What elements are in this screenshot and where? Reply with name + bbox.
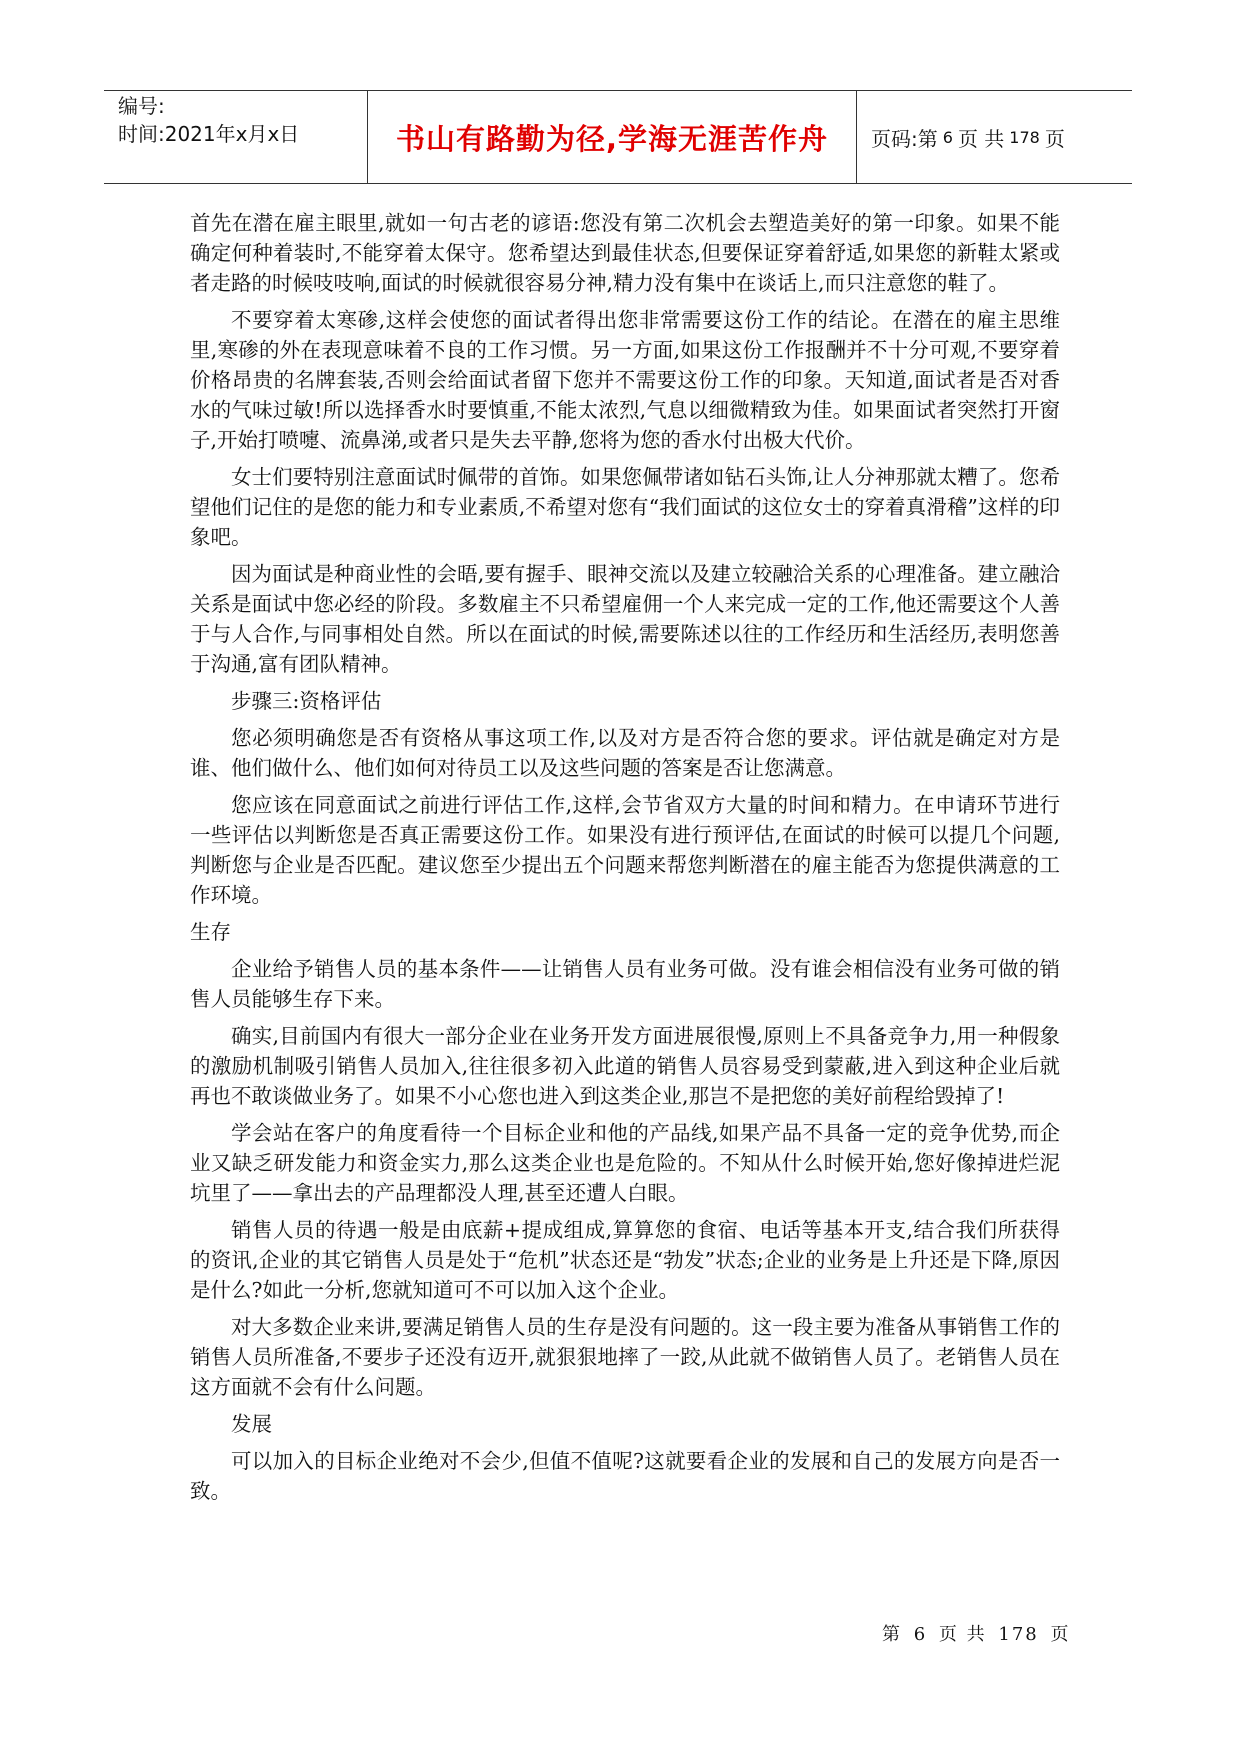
header-page-number: 6 bbox=[942, 127, 953, 147]
header-motto: 书山有路勤为径,学海无涯苦作舟 bbox=[368, 91, 857, 183]
section-heading: 生存 bbox=[190, 920, 231, 944]
page-footer bbox=[880, 1620, 1072, 1646]
paragraph: 对大多数企业来讲,要满足销售人员的生存是没有问题的。这一段主要为准备从事销售工作的销售人员所准备,不要步子还没有迈开,就狠狠地摔了一跤,从此就不做销售人员了。老销售人员在这方面就不会有什么问题。 bbox=[190, 1315, 1060, 1399]
paragraph: 因为面试是种商业性的会晤,要有握手、眼神交流以及建立较融洽关系的心理准备。建立融洽关系是面试中您必经的阶段。多数雇主不只希望雇佣一个人来完成一定的工作,他还需要这个人善于与人合作,与同事相处自然。所以在面试的时候,需要陈述以往的工作经历和生活经历,表明您善于沟通,富有团队精神。 bbox=[190, 562, 1060, 676]
page-header bbox=[104, 90, 1132, 184]
paragraph: 企业给予销售人员的基本条件——让销售人员有业务可做。没有谁会相信没有业务可做的销售人员能够生存下来。 bbox=[190, 957, 1060, 1011]
footer-page-total: 178 bbox=[998, 1624, 1039, 1645]
document-time-label: 时间:2021年x月x日 bbox=[118, 122, 300, 146]
paragraph: 学会站在客户的角度看待一个目标企业和他的产品线,如果产品不具备一定的竞争优势,而企业又缺乏研发能力和资金实力,那么这类企业也是危险的。不知从什么时候开始,您好像掉进烂泥坑里了——拿出去的产品理都没人理,甚至还遭人白眼。 bbox=[190, 1121, 1060, 1205]
paragraph: 销售人员的待遇一般是由底薪+提成组成,算算您的食宿、电话等基本开支,结合我们所获得的资讯,企业的其它销售人员是处于“危机”状态还是“勃发”状态;企业的业务是上升还是下降,原因是什么?如此一分析,您就知道可不可以加入这个企业。 bbox=[190, 1218, 1060, 1302]
header-meta bbox=[104, 91, 368, 183]
header-page-mid: 页 共 bbox=[957, 126, 1005, 151]
section-heading: 步骤三:资格评估 bbox=[231, 689, 382, 713]
header-page-info bbox=[857, 91, 1132, 183]
footer-prefix: 第 bbox=[882, 1624, 902, 1645]
document-number-label: 编号: bbox=[118, 94, 165, 118]
paragraph: 不要穿着太寒碜,这样会使您的面试者得出您非常需要这份工作的结论。在潜在的雇主思维里,寒碜的外在表现意味着不良的工作习惯。另一方面,如果这份工作报酬并不十分可观,不要穿着价格昂贵的名牌套装,否则会给面试者留下您并不需要这份工作的印象。天知道,面试者是否对香水的气味过敏!所以选择香水时要慎重,不能太浓烈,气息以细微精致为佳。如果面试者突然打开窗子,开始打喷嚏、流鼻涕,或者只是失去平静,您将为您的香水付出极大代价。 bbox=[190, 308, 1060, 452]
header-page-suffix: 页 bbox=[1044, 126, 1065, 151]
footer-suffix: 页 bbox=[1050, 1624, 1071, 1645]
paragraph: 首先在潜在雇主眼里,就如一句古老的谚语:您没有第二次机会去塑造美好的第一印象。如果不能确定何种着装时,不能穿着太保守。您希望达到最佳状态,但要保证穿着舒适,如果您的新鞋太紧或者走路的时候吱吱响,面试的时候就很容易分神,精力没有集中在谈话上,而只注意您的鞋了。 bbox=[190, 211, 1060, 295]
paragraph: 您必须明确您是否有资格从事这项工作,以及对方是否符合您的要求。评估就是确定对方是谁、他们做什么、他们如何对待员工以及这些问题的答案是否让您满意。 bbox=[190, 726, 1060, 780]
paragraph: 女士们要特别注意面试时佩带的首饰。如果您佩带诸如钻石头饰,让人分神那就太糟了。您希望他们记住的是您的能力和专业素质,不希望对您有“我们面试的这位女士的穿着真滑稽”这样的印象吧。 bbox=[190, 465, 1060, 549]
paragraph: 确实,目前国内有很大一部分企业在业务开发方面进展很慢,原则上不具备竞争力,用一种假象的激励机制吸引销售人员加入,往往很多初入此道的销售人员容易受到蒙蔽,进入到这种企业后就再也不敢谈做业务了。如果不小心您也进入到这类企业,那岂不是把您的美好前程给毁掉了! bbox=[190, 1024, 1060, 1108]
header-page-total: 178 bbox=[1009, 127, 1040, 147]
paragraph: 您应该在同意面试之前进行评估工作,这样,会节省双方大量的时间和精力。在申请环节进行一些评估以判断您是否真正需要这份工作。如果没有进行预评估,在面试的时候可以提几个问题,判断您与企业是否匹配。建议您至少提出五个问题来帮您判断潜在的雇主能否为您提供满意的工作环境。 bbox=[190, 793, 1060, 907]
footer-mid: 页 共 bbox=[938, 1624, 987, 1645]
section-heading: 发展 bbox=[231, 1412, 272, 1436]
document-body bbox=[190, 208, 1060, 1513]
header-page-prefix: 页码:第 bbox=[871, 126, 938, 151]
paragraph: 可以加入的目标企业绝对不会少,但值不值呢?这就要看企业的发展和自己的发展方向是否一致。 bbox=[190, 1449, 1060, 1503]
footer-page-number: 6 bbox=[913, 1624, 928, 1645]
